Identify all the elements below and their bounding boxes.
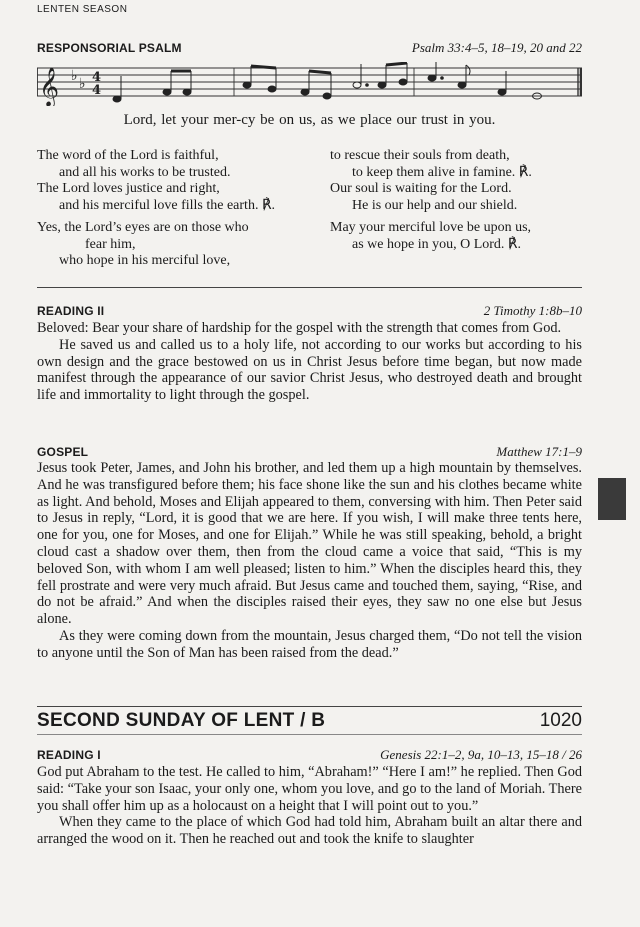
psalm-refrain: Lord, let your mer-cy be on us, as we place our trust in you.: [123, 112, 496, 128]
section-divider: [37, 734, 582, 735]
svg-text:4: 4: [92, 70, 102, 85]
sunday-number: 1020: [539, 710, 582, 731]
psalm-line: He is our help and our shield.: [352, 197, 518, 213]
reading2-text: [37, 320, 582, 404]
psalm-line: to rescue their souls from death,: [330, 148, 510, 163]
gospel-label: GOSPEL: [37, 445, 89, 459]
reading1-citation: Genesis 22:1–2, 9a, 10–13, 15–18 / 26: [380, 747, 582, 762]
psalm-label: RESPONSORIAL PSALM: [37, 41, 182, 55]
psalm-line: The Lord loves justice and right,: [37, 181, 220, 196]
psalm-line: Yes, the Lord’s eyes are on those who: [37, 220, 249, 235]
sunday-heading: [37, 710, 582, 732]
psalm-citation: Psalm 33:4–5, 18–19, 20 and 22: [411, 40, 582, 55]
psalm-stanzas-right: [330, 148, 532, 253]
paragraph: Jesus took Peter, James, and John his brother, and led them up a high mountain by themselves. And he was transfigured before them; his face shone like the sun and his clothes became white as light. And behold, Moses and Elijah appeared to them, conversing with him. Then Peter said to Jesus in reply, “Lord, it is good that we are here. If you wish, I will make three tents here, one for you, one for Moses, and one for Elijah.” While he was still speaking, behold, a bright cloud cast a shadow over them, then from the cloud came a voice that said, “This is my beloved Son, with whom I am well pleased; listen to him.” When the disciples heard this, they fell prostrate and were very much afraid. But Jesus came and touched them, saying, “Rise, and do not be afraid.” And when the disciples raised their eyes, they saw no one else but Jesus alone.: [37, 460, 582, 628]
reading1-text: [37, 764, 582, 848]
flat-icon: ♭: [79, 76, 86, 92]
treble-clef-icon: 𝄞: [39, 67, 60, 106]
section-divider: [37, 287, 582, 288]
gospel-text: [37, 460, 582, 662]
gospel-citation: Matthew 17:1–9: [496, 444, 582, 459]
psalm-line: Our soul is waiting for the Lord.: [330, 181, 512, 196]
flat-icon: ♭: [71, 68, 78, 84]
psalm-line: The word of the Lord is faithful,: [37, 148, 219, 163]
psalm-line: and all his works to be trusted.: [59, 164, 231, 180]
psalm-line: May your merciful love be upon us,: [330, 220, 532, 235]
paragraph: When they came to the place of which God had told him, Abraham built an altar there and arranged the wood on it. Then he reached out and took the knife to slaughter: [37, 814, 582, 848]
reading2-citation: 2 Timothy 1:8b–10: [483, 303, 582, 318]
psalm-line: to keep them alive in famine. ℟.: [352, 164, 532, 180]
running-header: LENTEN SEASON: [37, 4, 128, 15]
psalm-line: who hope in his merciful love,: [59, 253, 231, 268]
reading2-label: READING II: [37, 304, 105, 318]
reading2-heading-row: [37, 303, 582, 319]
psalm-stanzas-left: [37, 148, 275, 270]
reading1-heading-row: [37, 747, 582, 763]
psalm-line: and his merciful love fills the earth. ℟.: [59, 197, 276, 213]
psalm-line: as we hope in you, O Lord. ℟.: [352, 236, 521, 252]
paragraph: As they were coming down from the mountain, Jesus charged them, “Do not tell the vision to anyone until the Son of Man has been raised from the dead.”: [37, 627, 582, 661]
thumb-index-tab: [598, 478, 626, 520]
paragraph: God put Abraham to the test. He called to him, “Abraham!” “Here I am!” he replied. Then God said: “Take your son Isaac, your only one, whom you love, and go to the land of Moriah. There you shall offer him up as a holocaust on a height that I will point out to you.”: [37, 764, 582, 814]
music-staff: [37, 62, 582, 106]
gospel-heading-row: [37, 444, 582, 460]
section-divider: [37, 706, 582, 707]
svg-text:4: 4: [92, 83, 102, 98]
paragraph: Beloved: Bear your share of hardship for the gospel with the strength that comes from God.: [37, 320, 562, 336]
reading1-label: READING I: [37, 748, 101, 762]
psalm-heading-row: [37, 40, 582, 56]
paragraph: He saved us and called us to a holy life, not according to our works but according to his own design and the grace bestowed on us in Christ Jesus before time began, but now made manifest through the appearance of our savior Christ Jesus, who destroyed death and brought life and immortality to light through the gospel.: [37, 336, 582, 404]
psalm-line: fear him,: [85, 236, 136, 252]
sunday-title: SECOND SUNDAY OF LENT / B: [37, 710, 326, 731]
